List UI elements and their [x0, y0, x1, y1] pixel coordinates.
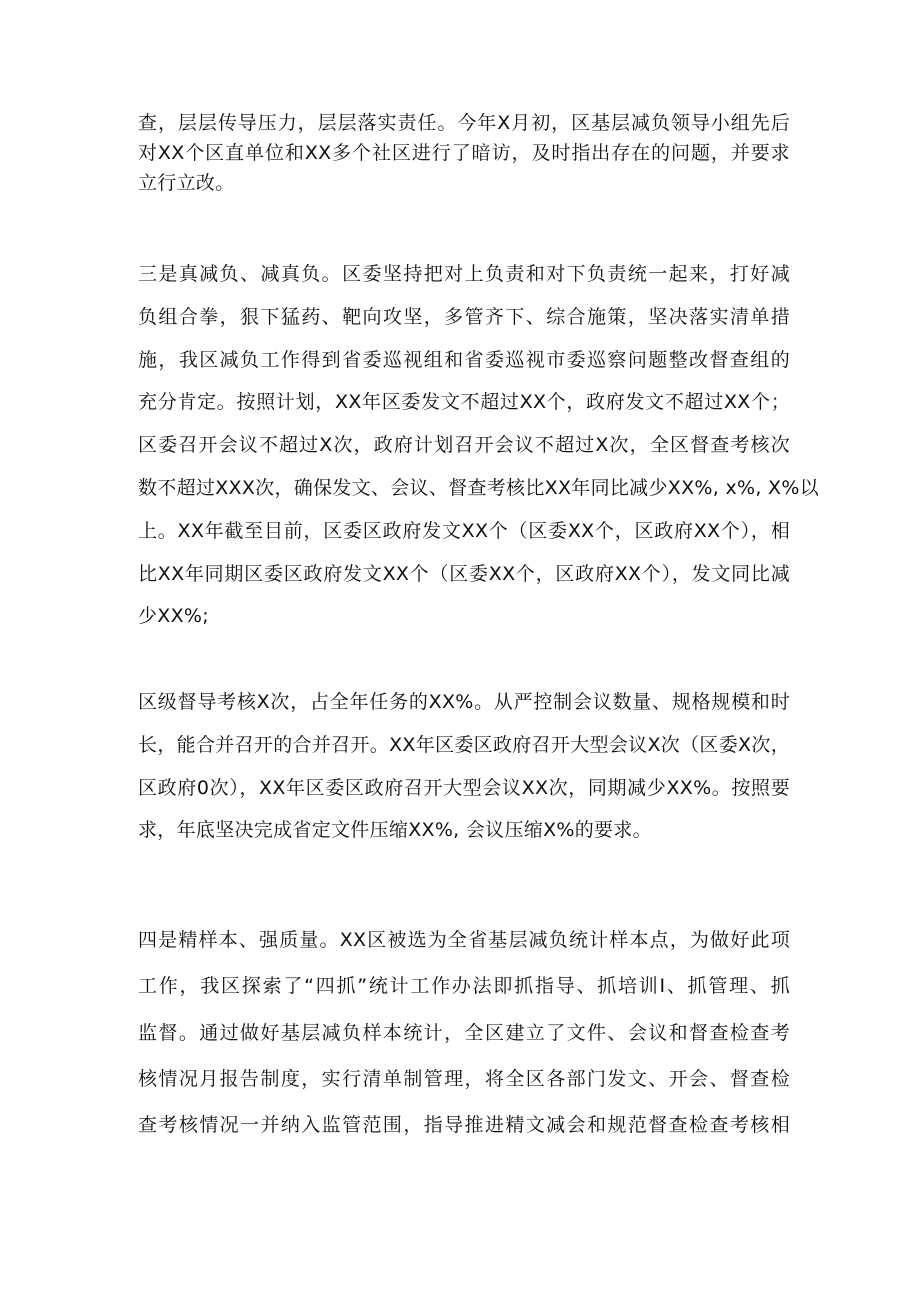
text-line: 查考核情况一并纳入监管范围，指导推进精文减会和规范督查检查考核相 [138, 1114, 790, 1137]
text-line: 施，我区减负工作得到省委巡视组和省委巡视市委巡察问题整改督查组的 [138, 348, 790, 371]
text-line: 求，年底坚决完成省定文件压缩XX%, 会议压缩X%的要求。 [138, 819, 652, 842]
text-line: 数不超过XXX次，确保发文、会议、督查考核比XX年同比减少XX%, x%, X%以 [138, 476, 819, 499]
text-line: 区级督导考核X次，占全年任务的XX%。从严控制会议数量、规格规模和时 [138, 691, 790, 713]
paragraph-4 [138, 917, 790, 1148]
paragraph-3 [138, 681, 790, 852]
text-line: 核情况月报告制度，实行清单制管理，将全区各部门发文、开会、督查检 [138, 1067, 790, 1090]
text-line: 比XX年同期区委区政府发文XX个（区委XX个，区政府XX个），发文同比减 [138, 562, 790, 585]
paragraph-1 [138, 108, 790, 198]
text-line: 查，层层传导压力，层层落实责任。今年X月初，区基层减负领导小组先后 [138, 112, 790, 134]
text-line: 少XX%; [138, 605, 209, 628]
text-line: 三是真减负、减真负。区委坚持把对上负责和对下负责统一起来，打好减 [138, 263, 790, 285]
text-line: 工作，我区探索了“四抓”统计工作办法即抓指导、抓培训I、抓管理、抓 [138, 975, 790, 998]
text-line: 充分肯定。按照计划，XX年区委发文不超过XX个，政府发文不超过XX个； [138, 391, 790, 414]
text-line: 立行立改。 [138, 172, 235, 194]
text-line: 监督。通过做好基层减负样本统计，全区建立了文件、会议和督查检查考 [138, 1021, 790, 1044]
paragraph-2 [138, 253, 819, 638]
text-line: 区委召开会议不超过X次，政府计划召开会议不超过X次，全区督查考核次 [138, 434, 790, 457]
text-line: 负组合拳，狠下猛药、靶向攻坚，多管齐下、综合施策，坚决落实清单措 [138, 305, 790, 328]
text-line: 对XX个区直单位和XX多个社区进行了暗访，及时指出存在的问题，并要求 [138, 142, 790, 164]
text-line: 长，能合并召开的合并召开。XX年区委区政府召开大型会议X次（区委X次， [138, 733, 790, 756]
text-line: 区政府0次），XX年区委区政府召开大型会议XX次，同期减少XX%。按照要 [138, 776, 790, 799]
text-line: 四是精样本、强质量。XX区被选为全省基层减负统计样本点，为做好此项 [138, 929, 790, 951]
text-line: 上。XX年截至目前，区委区政府发文XX个（区委XX个，区政府XX个），相 [138, 519, 790, 542]
